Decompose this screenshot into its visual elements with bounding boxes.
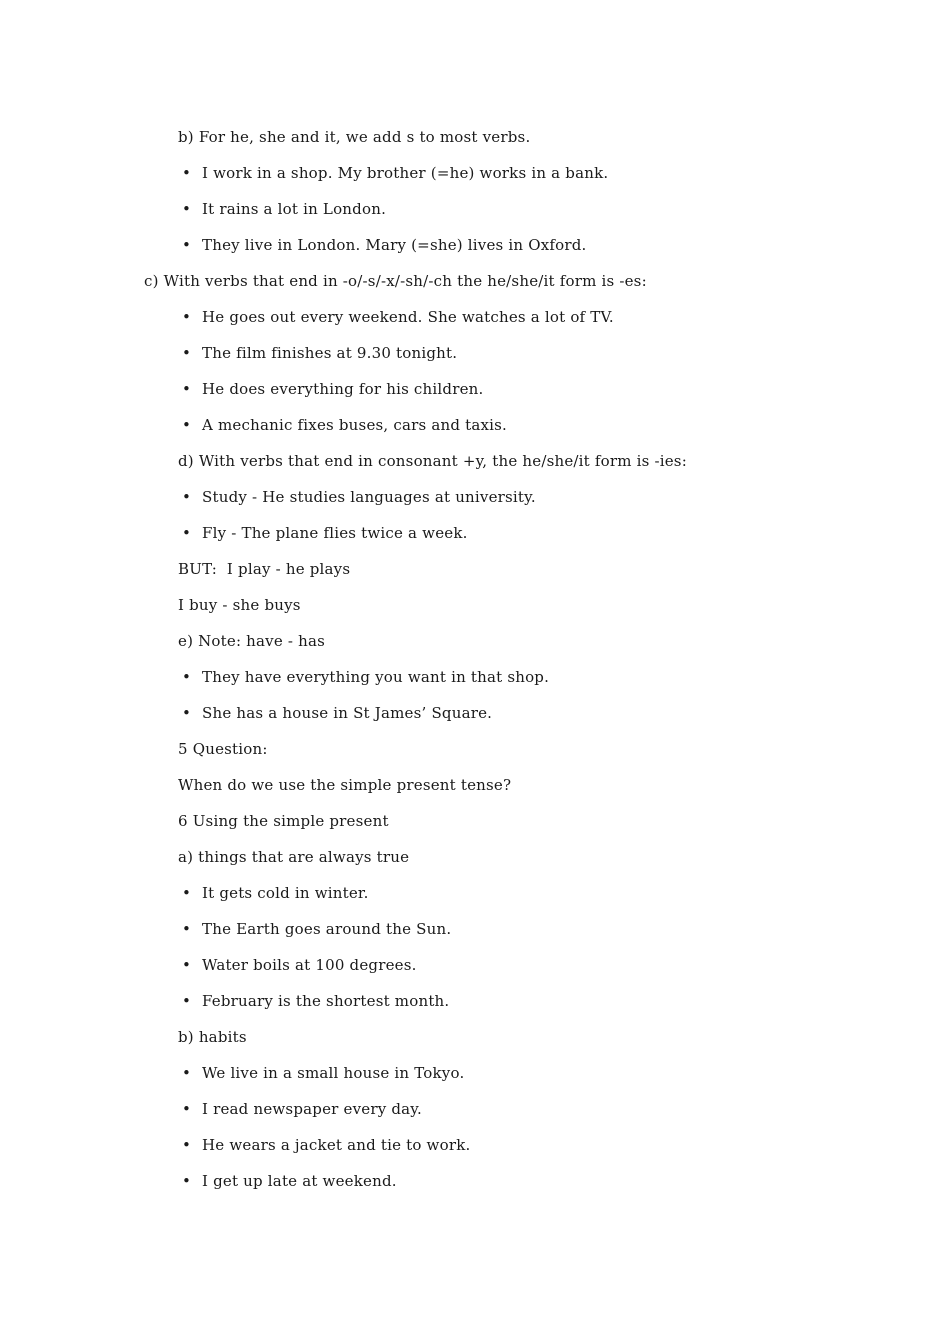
bullet-icon: •	[182, 1172, 192, 1190]
example-line: • A mechanic fixes buses, cars and taxis.	[178, 414, 507, 436]
example-line: • It rains a lot in London.	[178, 198, 386, 220]
bullet-icon: •	[182, 488, 192, 506]
example-line: • I get up late at weekend.	[178, 1170, 397, 1192]
bullet-icon: •	[182, 1064, 192, 1082]
exception-line: BUT: I play - he plays	[178, 560, 351, 578]
bullet-icon: •	[182, 956, 192, 974]
usage-heading-a: a) things that are always true	[178, 848, 410, 866]
example-line: • Water boils at 100 degrees.	[178, 954, 417, 976]
rule-heading-c: c) With verbs that end in -o/-s/-x/-sh/-ch the he/she/it form is -es:	[144, 272, 647, 290]
bullet-icon: •	[182, 308, 192, 326]
example-line: • Fly - The plane flies twice a week.	[178, 522, 468, 544]
bullet-icon: •	[182, 416, 192, 434]
rule-heading-b: b) For he, she and it, we add s to most verbs.	[178, 128, 531, 146]
bullet-icon: •	[182, 704, 192, 722]
example-line: • I read newspaper every day.	[178, 1098, 422, 1120]
example-line: • She has a house in St James’ Square.	[178, 702, 492, 724]
bullet-icon: •	[182, 524, 192, 542]
usage-heading-b: b) habits	[178, 1028, 247, 1046]
bullet-icon: •	[182, 1136, 192, 1154]
section-heading-5: 5 Question:	[178, 740, 268, 758]
bullet-icon: •	[182, 668, 192, 686]
section-heading-6: 6 Using the simple present	[178, 812, 389, 830]
bullet-icon: •	[182, 200, 192, 218]
example-line: • February is the shortest month.	[178, 990, 449, 1012]
bullet-icon: •	[182, 920, 192, 938]
example-line: • He does everything for his children.	[178, 378, 483, 400]
bullet-icon: •	[182, 992, 192, 1010]
example-line: • He goes out every weekend. She watches a lot of TV.	[178, 306, 614, 328]
rule-heading-d: d) With verbs that end in consonant +y, the he/she/it form is -ies:	[178, 452, 687, 470]
example-line: • The film finishes at 9.30 tonight.	[178, 342, 457, 364]
bullet-icon: •	[182, 236, 192, 254]
example-line: • Study - He studies languages at university.	[178, 486, 536, 508]
bullet-icon: •	[182, 164, 192, 182]
example-line: • The Earth goes around the Sun.	[178, 918, 451, 940]
rule-heading-e: e) Note: have - has	[178, 632, 326, 650]
bullet-icon: •	[182, 380, 192, 398]
example-line: • They have everything you want in that shop.	[178, 666, 549, 688]
bullet-icon: •	[182, 884, 192, 902]
example-line: • He wears a jacket and tie to work.	[178, 1134, 470, 1156]
bullet-icon: •	[182, 344, 192, 362]
bullet-icon: •	[182, 1100, 192, 1118]
question-line: When do we use the simple present tense?	[178, 776, 512, 794]
example-line: • We live in a small house in Tokyo.	[178, 1062, 464, 1084]
exception-line: I buy - she buys	[178, 596, 301, 614]
example-line: • I work in a shop. My brother (=he) works in a bank.	[178, 162, 608, 184]
example-line: • They live in London. Mary (=she) lives in Oxford.	[178, 234, 587, 256]
example-line: • It gets cold in winter.	[178, 882, 369, 904]
